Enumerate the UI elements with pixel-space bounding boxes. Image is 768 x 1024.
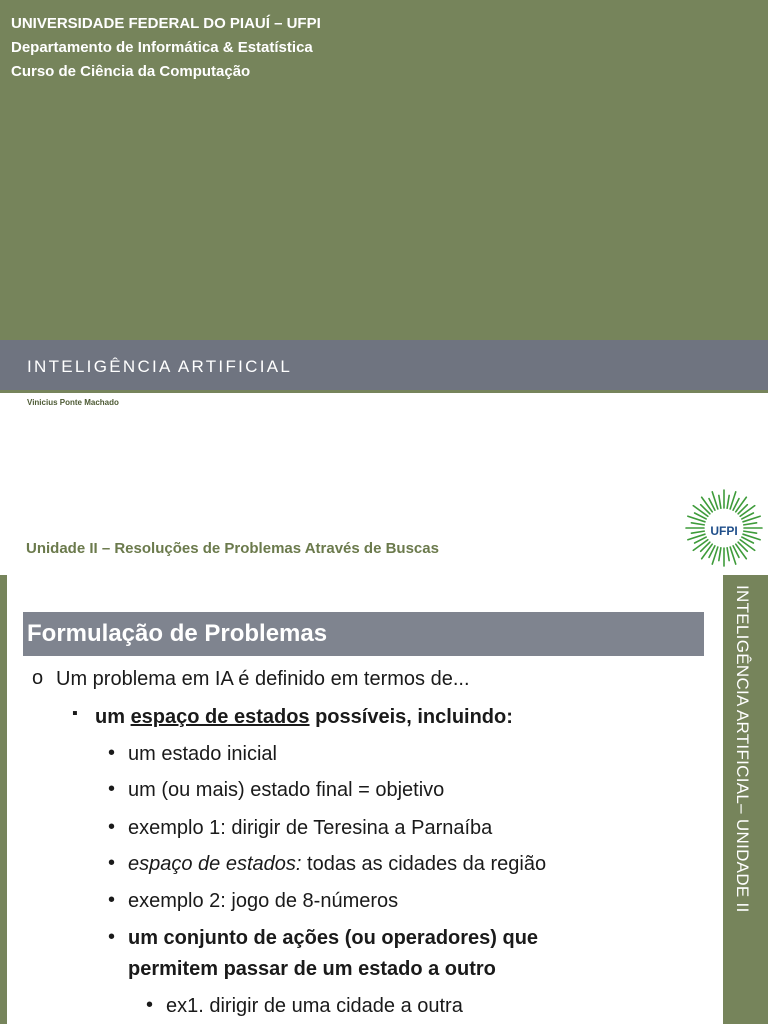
unit-title: Unidade II – Resoluções de Problemas Através de Buscas	[26, 540, 439, 557]
divider	[0, 390, 768, 393]
left-accent-bar	[0, 575, 7, 1024]
square-bullet: ▪	[72, 705, 78, 722]
space-value: todas as cidades da região	[301, 853, 547, 875]
list-item-initial: um estado inicial	[128, 743, 277, 765]
state-space-term: espaço de estados	[130, 706, 310, 728]
state-space-pre: um	[95, 706, 131, 728]
ufpi-logo	[684, 488, 764, 568]
logo-ray	[719, 495, 721, 508]
author-name: Vinicius Ponte Machado	[27, 398, 119, 407]
department-name: Departamento de Informática & Estatística	[11, 39, 313, 56]
university-info	[11, 12, 321, 84]
logo-ray	[702, 497, 713, 512]
content-slide	[0, 575, 768, 1024]
logo-text: UFPI	[710, 524, 738, 538]
logo-ray	[744, 523, 757, 525]
logo-ray	[727, 495, 729, 508]
sub-item-example1: ex1. dirigir de uma cidade a outra	[166, 995, 463, 1017]
logo-ray	[736, 544, 747, 559]
intro-text: Um problema em IA é definido em termos de...	[56, 668, 470, 690]
course-name: Curso de Ciência da Computação	[11, 63, 251, 80]
university-name: UNIVERSIDADE FEDERAL DO PIAUÍ – UFPI	[11, 15, 321, 32]
logo-ray	[702, 544, 713, 559]
slide-title: Formulação de Problemas	[27, 620, 328, 647]
state-space-line	[95, 706, 513, 729]
logo-ray	[744, 531, 757, 533]
dot-bullet: •	[108, 926, 116, 948]
side-title: INTELIGÊNCIA ARTIFICIAL– UNIDADE II	[733, 585, 752, 913]
logo-ray	[740, 506, 755, 517]
logo-ray	[693, 540, 708, 551]
dot-bullet: •	[108, 852, 116, 874]
logo-ray	[691, 523, 704, 525]
actions-line-2: permitem passar de um estado a outro	[128, 958, 496, 980]
dot-bullet: •	[146, 994, 154, 1016]
dot-bullet: •	[108, 889, 116, 911]
logo-ray	[693, 506, 708, 517]
course-title: INTELIGÊNCIA ARTIFICIAL	[27, 357, 293, 376]
dot-bullet: •	[108, 742, 116, 764]
logo-ray	[691, 531, 704, 533]
list-item-example2: exemplo 2: jogo de 8-números	[128, 890, 399, 912]
logo-ray	[736, 497, 747, 512]
logo-ray	[727, 548, 729, 561]
state-space-post: possíveis, incluindo:	[309, 706, 513, 728]
list-item-final: um (ou mais) estado final = objetivo	[128, 779, 445, 801]
list-item-example1: exemplo 1: dirigir de Teresina a Parnaíba	[128, 817, 493, 839]
logo-ray	[719, 548, 721, 561]
dot-bullet: •	[108, 778, 116, 800]
list-item-space	[128, 853, 546, 876]
circle-bullet: o	[32, 667, 44, 689]
actions-line-1: um conjunto de ações (ou operadores) que	[128, 927, 539, 949]
logo-ray	[740, 540, 755, 551]
space-label: espaço de estados:	[128, 853, 302, 875]
dot-bullet: •	[108, 816, 116, 838]
